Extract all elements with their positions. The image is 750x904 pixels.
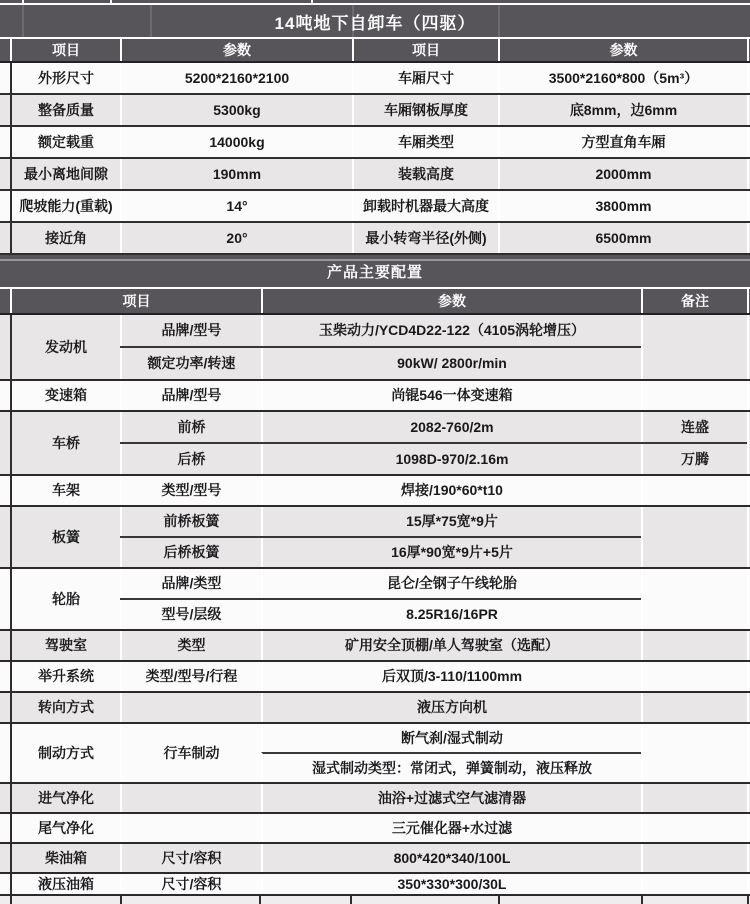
spec-row [0, 127, 750, 159]
config-param-cell: 三元催化器+水过滤 [261, 814, 641, 842]
spec-row [0, 159, 750, 191]
spec-item-cell: 外形尺寸 [10, 63, 120, 93]
spec-value-cell: 底8mm，边6mm [498, 95, 747, 125]
config-sublabel-cell [120, 784, 261, 812]
config-item-cell: 举升系统 [10, 662, 120, 691]
spec-value-cell: 2000mm [498, 159, 747, 189]
spec-item-cell: 最小转弯半径(外侧) [352, 223, 498, 253]
spec-item-cell: 装载高度 [352, 159, 498, 189]
config-note-cell: 连盛 [641, 412, 747, 442]
config-param-cell: 16厚*90宽*9片+5片 [261, 538, 641, 567]
spec-item-cell: 额定载重 [10, 127, 120, 157]
column-header: 项目 [352, 39, 498, 61]
config-note-cell [641, 662, 747, 691]
config-item-cell: 车桥 [10, 412, 120, 474]
spec-value-cell: 5200*2160*2100 [120, 63, 352, 93]
config-item-cell: 尾气净化 [10, 814, 120, 842]
spec-item-cell: 整备质量 [10, 95, 120, 125]
spec-value-cell: 190mm [120, 159, 352, 189]
config-note-cell [641, 693, 747, 722]
config-group-row [0, 814, 750, 844]
config-param-cell: 矿用安全顶棚/单人驾驶室（选配） [261, 631, 641, 660]
column-header: 项目 [10, 39, 120, 61]
spec-value-cell: 3500*2160*800（5m³） [498, 63, 747, 93]
config-item-cell: 转向方式 [10, 693, 120, 722]
config-param-cell: 油浴+过滤式空气滤清器 [261, 784, 641, 812]
spec-item-cell: 爬坡能力(重载) [10, 191, 120, 221]
bottom-edge-strip [0, 896, 750, 904]
config-note-cell [641, 724, 747, 782]
spec-value-cell: 20° [120, 223, 352, 253]
top-edge-strip [0, 0, 750, 3]
spec-value-cell: 14000kg [120, 127, 352, 157]
config-sublabel-cell: 前桥 [120, 412, 261, 442]
config-item-cell: 进气净化 [10, 784, 120, 812]
spec-row [0, 223, 750, 255]
config-sublabel-cell: 后桥 [120, 444, 261, 474]
config-item-cell: 轮胎 [10, 569, 120, 629]
spec-item-cell: 车厢钢板厚度 [352, 95, 498, 125]
config-group-row [0, 693, 750, 724]
config-item-cell: 液压油箱 [10, 874, 120, 894]
config-sublabel-cell [120, 814, 261, 842]
config-group-row [0, 874, 750, 896]
config-note-cell [641, 844, 747, 872]
spec-item-cell: 最小离地间隙 [10, 159, 120, 189]
spec-item-cell: 卸载时机器最大高度 [352, 191, 498, 221]
config-param-cell: 玉柴动力/YCD4D22-122（4105涡轮增压） [261, 315, 641, 346]
config-param-cell: 昆仑/全钢子午线轮胎 [261, 569, 641, 598]
config-param-cell: 后双顶/3-110/1100mm [261, 662, 641, 691]
column-header: 项目 [10, 289, 261, 313]
spec-item-cell: 车厢类型 [352, 127, 498, 157]
config-item-cell: 板簧 [10, 507, 120, 567]
config-group-row [0, 724, 750, 784]
spec-value-cell: 3800mm [498, 191, 747, 221]
config-sublabel-cell: 前桥板簧 [120, 507, 261, 536]
config-note-cell [641, 381, 747, 410]
config-sublabel-cell: 型号/层级 [120, 600, 261, 629]
config-group-row [0, 381, 750, 412]
config-group-row [0, 315, 750, 381]
page-title: 14吨地下自卸车（四驱） [274, 13, 476, 33]
config-item-cell: 柴油箱 [10, 844, 120, 872]
spec-row [0, 63, 750, 95]
config-group-row [0, 844, 750, 874]
config-param-cell: 液压方向机 [261, 693, 641, 722]
config-note-cell [641, 476, 747, 505]
config-param-cell: 90kW/ 2800r/min [261, 348, 641, 379]
config-param-cell: 1098D-970/2.16m [261, 444, 641, 474]
config-note-cell [641, 874, 747, 894]
section-title: 产品主要配置 [326, 263, 423, 281]
section-band [0, 255, 750, 287]
config-param-cell: 湿式制动类型：常闭式，弹簧制动，液压释放 [261, 752, 641, 782]
config-header-row [0, 289, 750, 315]
spec-header-row [0, 39, 750, 63]
title-bar [0, 5, 750, 37]
config-note-cell [641, 507, 747, 567]
config-table [0, 289, 750, 896]
config-item-cell: 发动机 [10, 315, 120, 379]
config-note-cell [641, 631, 747, 660]
config-sublabel-cell: 尺寸/容积 [120, 874, 261, 894]
config-param-cell: 8.25R16/16PR [261, 600, 641, 629]
config-param-cell: 断气刹/湿式制动 [261, 724, 641, 752]
config-sublabel-cell: 额定功率/转速 [120, 348, 261, 379]
config-sublabel-cell: 类型 [120, 631, 261, 660]
config-sublabel-cell: 行车制动 [120, 724, 261, 782]
config-item-cell: 车架 [10, 476, 120, 505]
spec-item-cell: 接近角 [10, 223, 120, 253]
config-group-row [0, 784, 750, 814]
column-header: 参数 [120, 39, 352, 61]
config-param-cell: 尚锟546一体变速箱 [261, 381, 641, 410]
config-sublabel-cell: 尺寸/容积 [120, 844, 261, 872]
config-sublabel-cell: 类型/型号 [120, 476, 261, 505]
spec-value-cell: 5300kg [120, 95, 352, 125]
config-item-cell: 变速箱 [10, 381, 120, 410]
config-note-cell [641, 315, 747, 379]
config-sublabel-cell: 品牌/型号 [120, 381, 261, 410]
spec-item-cell: 车厢尺寸 [352, 63, 498, 93]
config-sublabel-cell [120, 693, 261, 722]
config-param-cell: 15厚*75宽*9片 [261, 507, 641, 536]
config-param-cell: 2082-760/2m [261, 412, 641, 442]
config-sublabel-cell: 后桥板簧 [120, 538, 261, 567]
config-group-row [0, 507, 750, 569]
config-group-row [0, 662, 750, 693]
config-param-cell: 焊接/190*60*t10 [261, 476, 641, 505]
config-note-cell [641, 814, 747, 842]
config-group-row [0, 412, 750, 476]
config-note-cell: 万腾 [641, 444, 747, 474]
spec-row [0, 191, 750, 223]
config-sublabel-cell: 品牌/类型 [120, 569, 261, 598]
config-note-cell [641, 784, 747, 812]
spec-row [0, 95, 750, 127]
spec-value-cell: 6500mm [498, 223, 747, 253]
config-note-cell [641, 569, 747, 629]
column-header: 参数 [261, 289, 641, 313]
config-item-cell: 驾驶室 [10, 631, 120, 660]
config-item-cell: 制动方式 [10, 724, 120, 782]
spec-value-cell: 14° [120, 191, 352, 221]
column-header: 参数 [498, 39, 747, 61]
column-header: 备注 [641, 289, 747, 313]
config-sublabel-cell: 类型/型号/行程 [120, 662, 261, 691]
config-param-cell: 350*330*300/30L [261, 874, 641, 894]
spec-table [0, 39, 750, 255]
config-param-cell: 800*420*340/100L [261, 844, 641, 872]
config-group-row [0, 569, 750, 631]
spec-value-cell: 方型直角车厢 [498, 127, 747, 157]
config-group-row [0, 476, 750, 507]
config-sublabel-cell: 品牌/型号 [120, 315, 261, 346]
config-group-row [0, 631, 750, 662]
